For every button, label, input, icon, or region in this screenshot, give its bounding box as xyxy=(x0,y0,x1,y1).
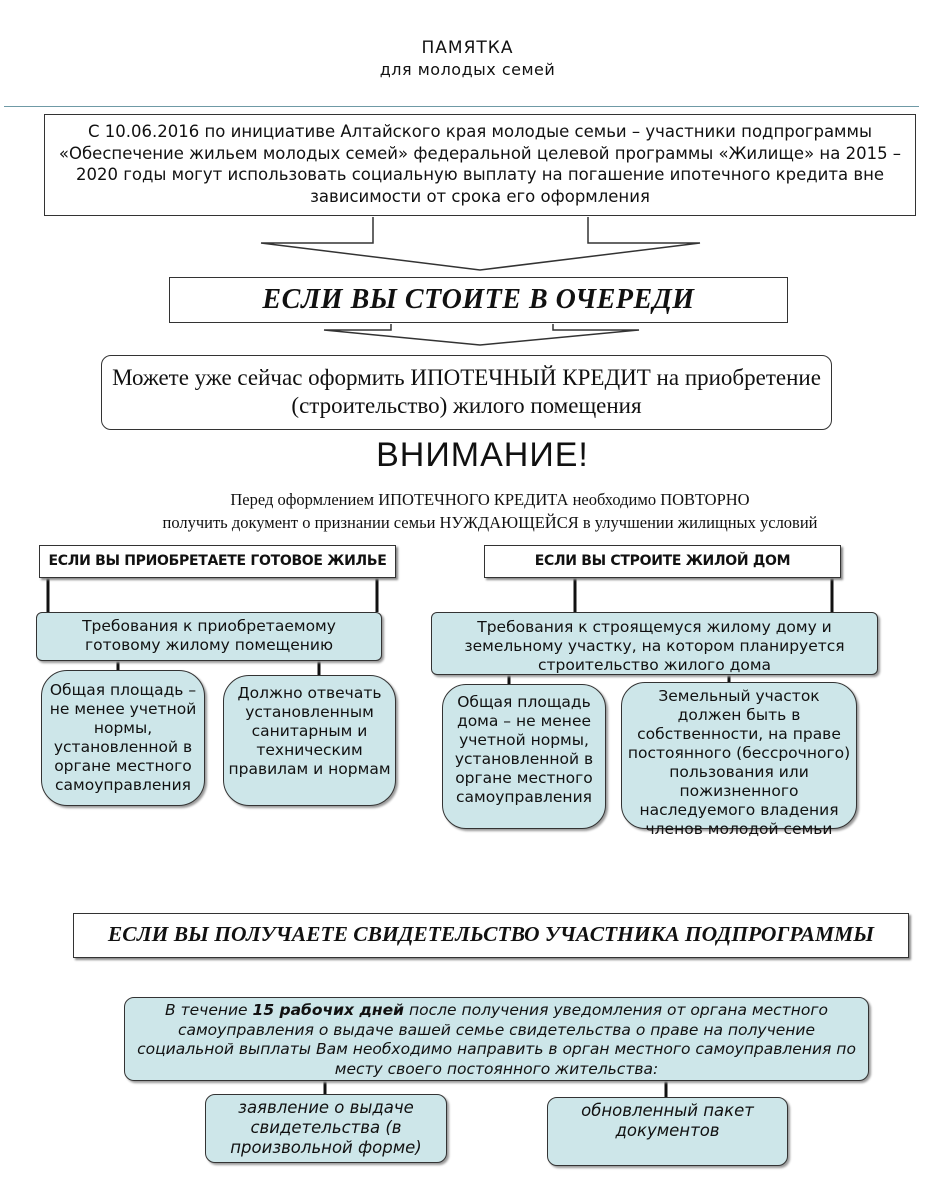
certificate-info-suffix: после получения уведомления от органа местного самоуправления о выдаче вашей семье свидетельства о праве на получение социальной выплаты Вам необходимо направить в орган местного самоуправления по месту своего постоянного жительства: xyxy=(137,1001,856,1078)
queue-heading-box: ЕСЛИ ВЫ СТОИТЕ В ОЧЕРЕДИ xyxy=(169,277,788,323)
attention-line-2: получить документ о признании семьи НУЖДАЮЩЕЙСЯ в улучшении жилищных условий xyxy=(162,513,818,532)
attention-line-1: Перед оформлением ИПОТЕЧНОГО КРЕДИТА необходимо ПОВТОРНО xyxy=(230,490,750,509)
arrow-intro-to-queue xyxy=(261,217,700,270)
ready-housing-sanitary-requirement: Должно отвечать установленным санитарным и техническим правилам и нормам xyxy=(223,675,396,806)
mortgage-box: Можете уже сейчас оформить ИПОТЕЧНЫЙ КРЕДИТ на приобретение (строительство) жилого помещения xyxy=(101,355,832,430)
page-subtitle: для молодых семей xyxy=(379,60,556,79)
attention-note xyxy=(0,488,935,534)
updated-documents-box: обновленный пакет документов xyxy=(547,1097,788,1166)
build-house-requirements: Требования к строящемуся жилому дому и земельному участку, на котором планируется строительство жилого дома xyxy=(431,612,878,675)
arrow-queue-to-mortgage xyxy=(324,324,639,345)
ready-housing-heading: ЕСЛИ ВЫ ПРИОБРЕТАЕТЕ ГОТОВОЕ ЖИЛЬЕ xyxy=(39,545,396,578)
page-title: ПАМЯТКА xyxy=(421,38,514,58)
certificate-application-box: заявление о выдаче свидетельства (в произвольной форме) xyxy=(205,1094,447,1163)
certificate-info-box xyxy=(124,997,869,1081)
build-house-area-requirement: Общая площадь дома – не менее учетной нормы, установленной в органе местного самоуправления xyxy=(442,684,606,829)
ready-housing-area-requirement: Общая площадь – не менее учетной нормы, установленной в органе местного самоуправления xyxy=(41,670,205,806)
ready-housing-requirements: Требования к приобретаемому готовому жилому помещению xyxy=(36,612,382,661)
intro-box: С 10.06.2016 по инициативе Алтайского края молодые семьи – участники подпрограммы «Обеспечение жильем молодых семей» федеральной целевой программы «Жилище» на 2015 – 2020 годы могут использовать социальную выплату на погашение ипотечного кредита вне зависимости от срока его оформления xyxy=(44,114,916,216)
build-house-heading: ЕСЛИ ВЫ СТРОИТЕ ЖИЛОЙ ДОМ xyxy=(484,545,841,578)
certificate-heading-box: ЕСЛИ ВЫ ПОЛУЧАЕТЕ СВИДЕТЕЛЬСТВО УЧАСТНИКА ПОДПРОГРАММЫ xyxy=(73,913,909,958)
build-house-land-requirement: Земельный участок должен быть в собственности, на праве постоянного (бессрочного) пользования или пожизненного наследуемого владения членов молодой семьи xyxy=(621,682,857,829)
certificate-info-deadline: 15 рабочих дней xyxy=(252,1001,405,1019)
attention-heading: ВНИМАНИЕ! xyxy=(376,436,589,474)
certificate-info-prefix: В течение xyxy=(165,1001,253,1019)
